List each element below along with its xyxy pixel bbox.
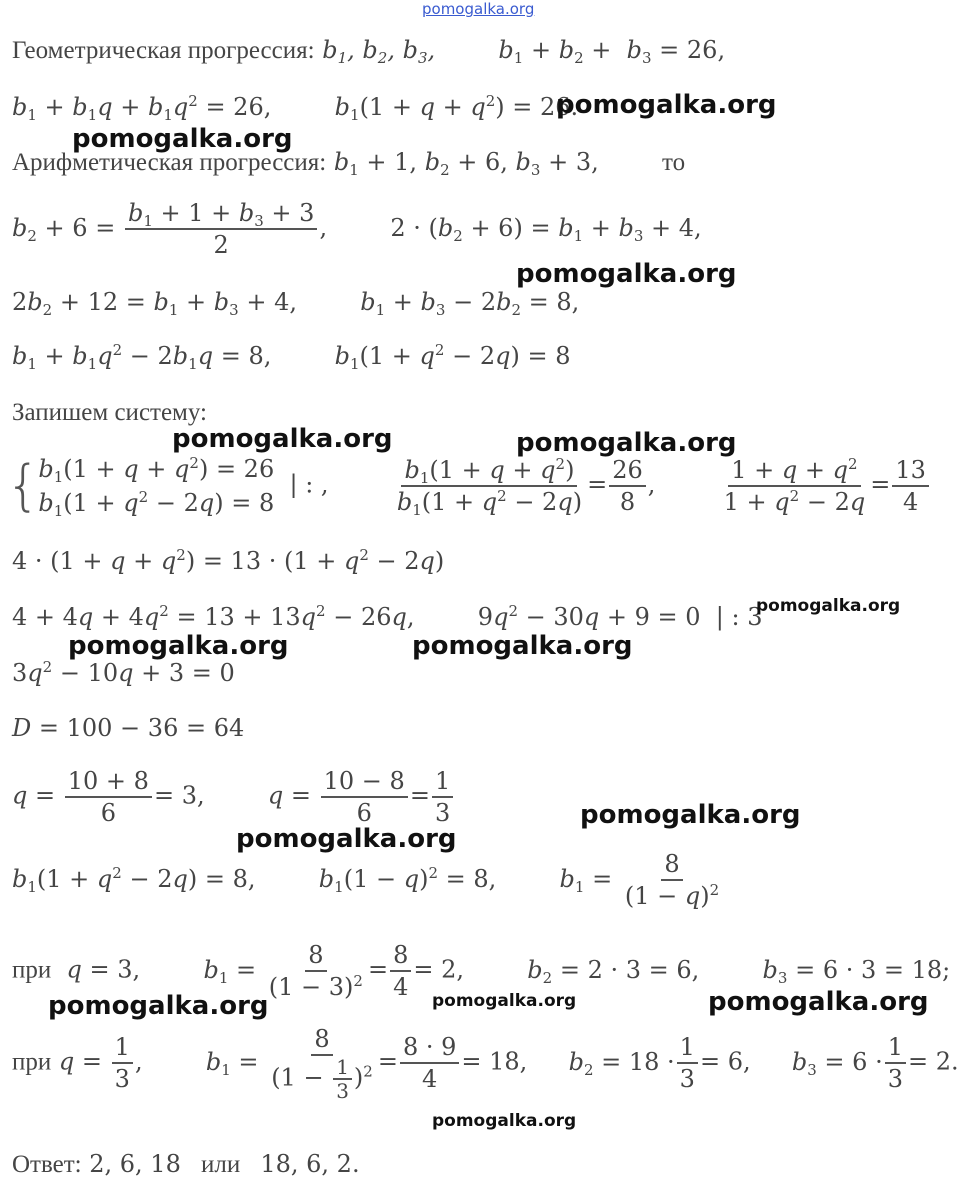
watermark: pomogalka.org — [432, 1111, 577, 1131]
watermark: pomogalka.org — [580, 800, 801, 830]
equation-line-10: $4 + 4q + 4q^2 = 13 + 13q^2 - 26q$, $9q^2 - 30q + 9 = 0$ | : 3 — [12, 602, 763, 631]
watermark: pomogalka.org — [432, 991, 577, 1011]
watermark: pomogalka.org — [516, 259, 737, 289]
equation-line-11: $3q^2 - 10q + 3 = 0$ — [12, 658, 235, 687]
case-q3-line: при q = 3, $b_1$ = $\frac{8}{(1 - 3)^2}$ = $\frac{8}{4}$ = 2, $b_2 = 2 \cdot 3 = 6$, $b_3 = 6 \cdot 3 = 18$; — [12, 941, 951, 1001]
watermark: pomogalka.org — [516, 428, 737, 458]
watermark: pomogalka.org — [756, 596, 901, 616]
equation-line-5: $2b_2 + 12 = b_1 + b_3 + 4$, $b_1 + b_3 - 2b_2 = 8$, — [12, 288, 580, 319]
b1-formula-line: $b_1(1 + q^2 - 2q) = 8$, $b_1(1 - q)^2 = 8$, $b_1$ = $\frac{8}{(1 - q)^2}$ — [12, 850, 720, 910]
watermark: pomogalka.org — [72, 124, 293, 154]
system-heading: Запишем систему: — [12, 399, 207, 426]
case-q-third-line: при q = $\frac{1}{3}$ , $b_1$ = 8 (1 − $\frac{1}{3}$ )$^2$ = $\frac{8 \cdot 9}{4}$ = 18, $b_2 = 18$ · $\frac{1}{3}$ = 6, $b_3 = 6$ · $\frac{1}{3}$ = 2. — [12, 1025, 959, 1103]
system-line: { $b_1(1 + q + q^2) = 26$ $b_1(1 + q^2 - 2q) = 8$ | : , $\frac{b_1(1 + q + q^2)}{b_1(1 + q^2 - 2q)}$ = $\frac{26}{8}$ , $\frac{1 + q + q^2}{1 + q^2 - 2q}$ = $\frac{13}{4}$ — [6, 452, 931, 520]
math-sum-26: $b_1 + b_2 + b_3 = 26$, — [498, 36, 726, 67]
to-word: то — [662, 149, 686, 176]
answer-line: Ответ: 2, 6, 18 или 18, 6, 2. — [12, 1150, 360, 1178]
arithmetic-progression-line: Арифметическая прогрессия: $b_1 + 1$, $b_2 + 6$, $b_3 + 3$, то — [12, 148, 686, 179]
header-watermark-link[interactable]: pomogalka.org — [422, 0, 535, 18]
math-b-terms: $b_1$, $b_2$, $b_3$, — [322, 36, 436, 67]
arithmetic-label: Арифметическая прогрессия: — [12, 149, 327, 176]
watermark: pomogalka.org — [68, 631, 289, 661]
discriminant-line: D = 100 − 36 = 64 — [12, 714, 245, 742]
equation-line-6: $b_1 + b_1q^2 - 2b_1q = 8$, $b_1(1 + q^2 - 2q) = 8$ — [12, 341, 571, 373]
roots-line: q = $\frac{10 + 8}{6}$ = 3, q = $\frac{10 - 8}{6}$ = $\frac{1}{3}$ — [12, 767, 455, 827]
watermark: pomogalka.org — [48, 991, 269, 1021]
geometric-label: Геометрическая прогрессия: — [12, 37, 315, 64]
equation-line-4: $b_2 + 6$ = $\frac{b_1 + 1 + b_3 + 3}{2}$ , $2 \cdot (b_2 + 6) = b_1 + b_3 + 4$, — [12, 199, 702, 259]
watermark: pomogalka.org — [412, 631, 633, 661]
watermark: pomogalka.org — [556, 90, 777, 120]
watermark: pomogalka.org — [708, 987, 929, 1017]
watermark: pomogalka.org — [236, 824, 457, 854]
equation-line-9: $4 \cdot (1 + q + q^2) = 13 \cdot (1 + q^2 - 2q)$ — [12, 546, 445, 575]
geometric-progression-line — [12, 36, 725, 65]
equation-line-2: $b_1 + b_1q + b_1q^2 = 26$, $b_1(1 + q + q^2) = 26$. — [12, 92, 579, 124]
watermark: pomogalka.org — [172, 424, 393, 454]
